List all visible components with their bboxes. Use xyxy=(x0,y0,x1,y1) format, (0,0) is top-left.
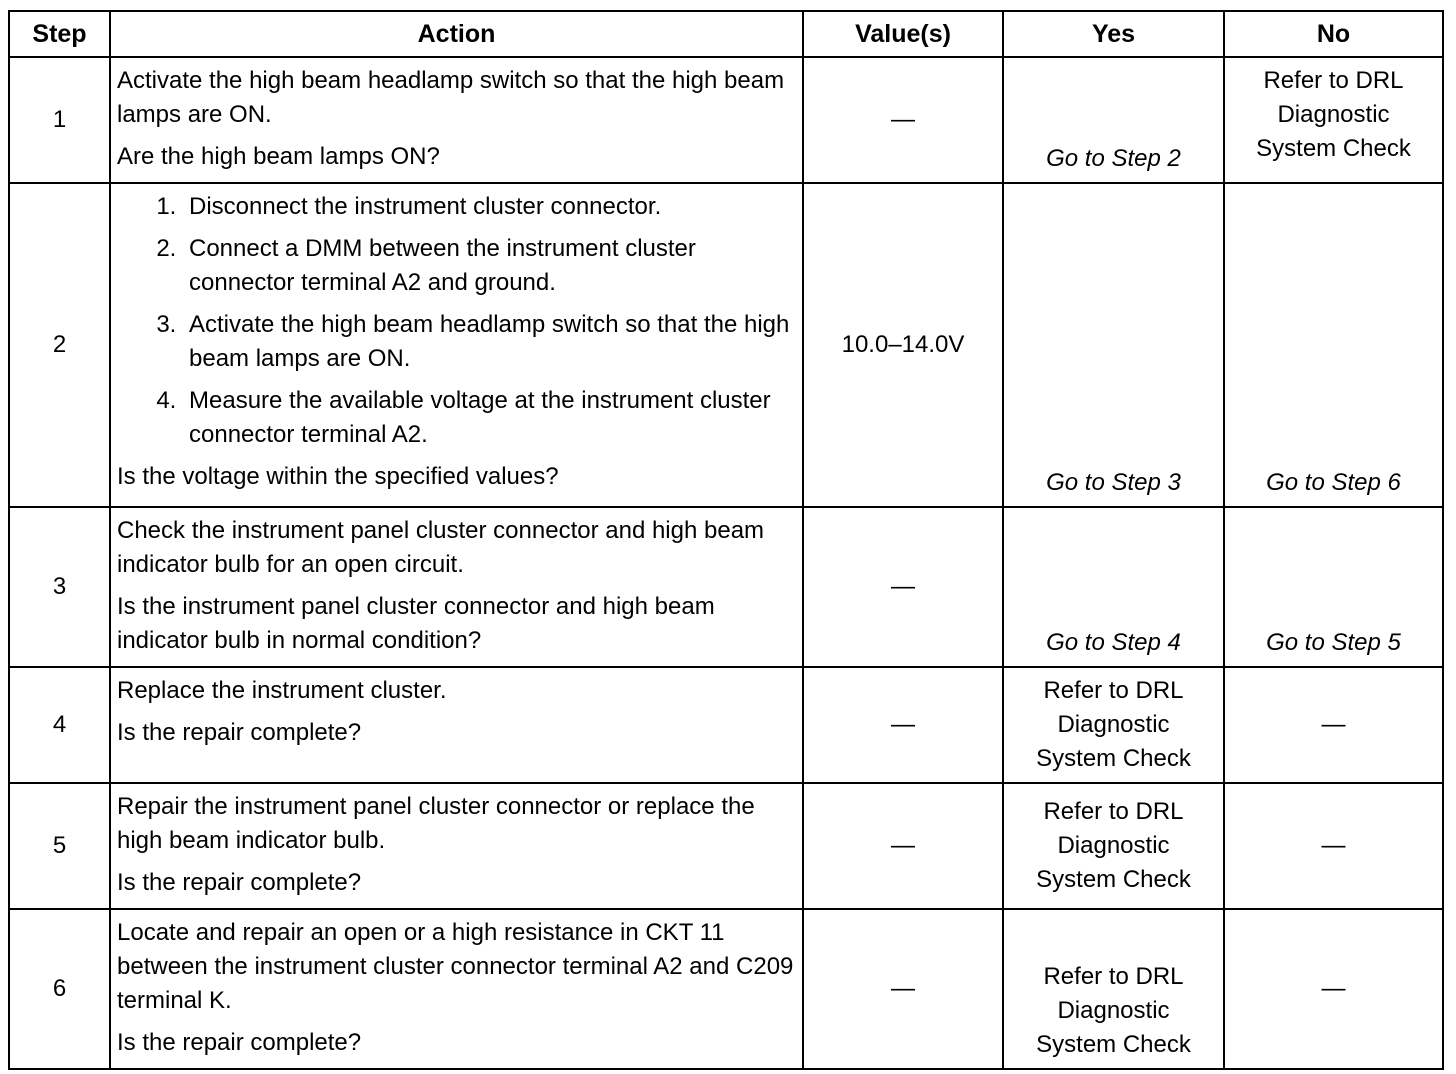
value-cell: — xyxy=(803,783,1003,909)
step-number: 1 xyxy=(9,57,110,183)
no-cell xyxy=(1224,507,1443,667)
no-result: Refer to DRL Diagnostic System Check xyxy=(1256,67,1411,162)
value-cell: — xyxy=(803,667,1003,783)
no-cell: — xyxy=(1224,909,1443,1069)
action-text: Check the instrument panel cluster connector and high beam indicator bulb for an open circuit. xyxy=(117,517,765,578)
yes-result: Refer to DRL Diagnostic System Check xyxy=(1036,963,1191,1058)
yes-result: Refer to DRL Diagnostic System Check xyxy=(1036,798,1191,893)
action-cell xyxy=(110,57,803,183)
value-cell: 10.0–14.0V xyxy=(803,183,1003,507)
step-number: 6 xyxy=(9,909,110,1069)
table-row xyxy=(9,183,1443,507)
no-cell xyxy=(1224,183,1443,507)
header-step: Step xyxy=(9,11,110,57)
action-text: Replace the instrument cluster. xyxy=(117,677,447,704)
no-result: Go to Step 5 xyxy=(1266,629,1401,656)
diagnostic-table xyxy=(8,10,1444,1070)
action-cell xyxy=(110,909,803,1069)
header-action: Action xyxy=(110,11,803,57)
header-yes: Yes xyxy=(1003,11,1224,57)
action-question: Is the repair complete? xyxy=(117,869,362,896)
action-cell xyxy=(110,183,803,507)
procedure-list xyxy=(117,190,794,452)
table-row xyxy=(9,667,1443,783)
yes-cell xyxy=(1003,183,1224,507)
table-row xyxy=(9,507,1443,667)
yes-result: Refer to DRL Diagnostic System Check xyxy=(1036,677,1191,772)
step-number: 2 xyxy=(9,183,110,507)
action-question: Is the repair complete? xyxy=(117,719,362,746)
no-result: Go to Step 6 xyxy=(1266,469,1401,496)
no-cell: — xyxy=(1224,783,1443,909)
table-row xyxy=(9,909,1443,1069)
step-number: 3 xyxy=(9,507,110,667)
header-row xyxy=(9,11,1443,57)
yes-cell xyxy=(1003,667,1224,783)
action-text: Repair the instrument panel cluster connector or replace the high beam indicator bulb. xyxy=(117,793,755,854)
no-cell xyxy=(1224,57,1443,183)
step-number: 4 xyxy=(9,667,110,783)
action-question: Is the repair complete? xyxy=(117,1029,362,1056)
value-cell: — xyxy=(803,57,1003,183)
procedure-item: 3. Activate the high beam headlamp switch so that the high beam lamps are ON. xyxy=(183,308,794,376)
action-question: Is the instrument panel cluster connector and high beam indicator bulb in normal condition? xyxy=(117,593,715,654)
action-cell xyxy=(110,507,803,667)
action-text: Activate the high beam headlamp switch so that the high beam lamps are ON. xyxy=(117,67,785,128)
action-cell xyxy=(110,667,803,783)
table-row xyxy=(9,783,1443,909)
action-text: Locate and repair an open or a high resistance in CKT 11 between the instrument cluster connector terminal A2 and C209 terminal K. xyxy=(117,919,794,1014)
yes-cell xyxy=(1003,507,1224,667)
no-cell: — xyxy=(1224,667,1443,783)
yes-result: Go to Step 2 xyxy=(1046,145,1181,172)
value-cell: — xyxy=(803,507,1003,667)
table-row xyxy=(9,57,1443,183)
value-cell: — xyxy=(803,909,1003,1069)
yes-cell xyxy=(1003,783,1224,909)
step-number: 5 xyxy=(9,783,110,909)
action-question: Is the voltage within the specified values? xyxy=(117,463,559,490)
header-no: No xyxy=(1224,11,1443,57)
header-values: Value(s) xyxy=(803,11,1003,57)
yes-result: Go to Step 4 xyxy=(1046,629,1181,656)
yes-cell xyxy=(1003,57,1224,183)
procedure-item: 4. Measure the available voltage at the instrument cluster connector terminal A2. xyxy=(183,384,794,452)
procedure-item: 2. Connect a DMM between the instrument cluster connector terminal A2 and ground. xyxy=(183,232,794,300)
yes-cell xyxy=(1003,909,1224,1069)
yes-result: Go to Step 3 xyxy=(1046,469,1181,496)
action-question: Are the high beam lamps ON? xyxy=(117,143,440,170)
procedure-item: 1. Disconnect the instrument cluster connector. xyxy=(183,190,794,224)
action-cell xyxy=(110,783,803,909)
